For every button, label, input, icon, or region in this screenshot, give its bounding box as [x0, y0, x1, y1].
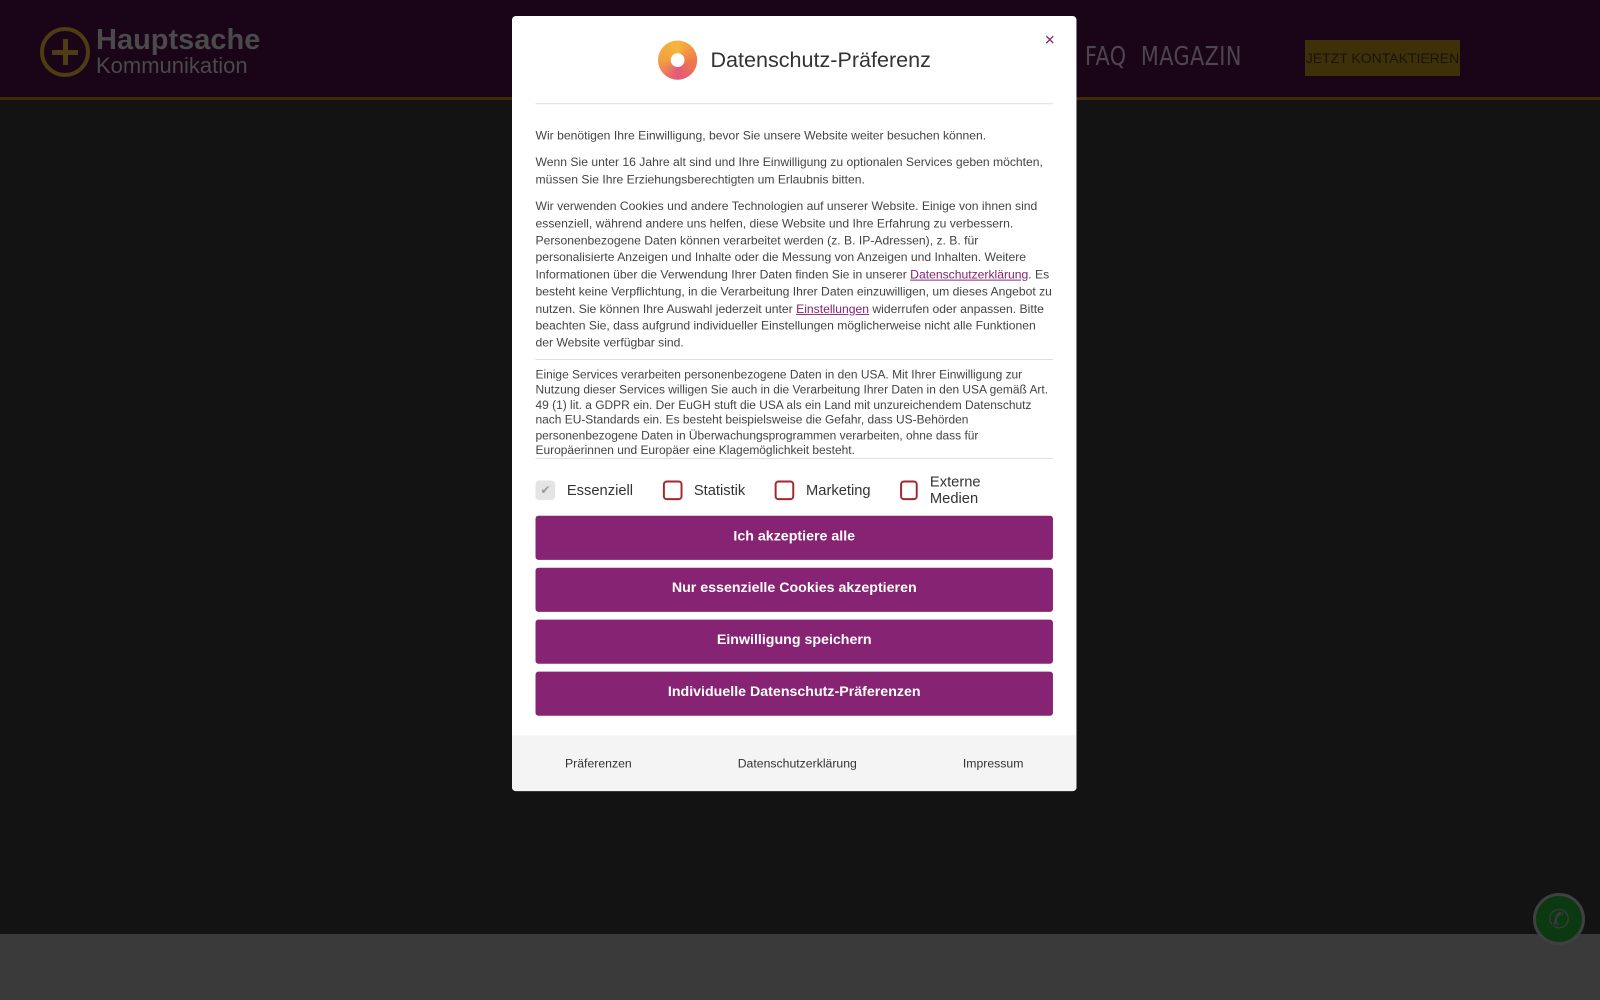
- dialog-footer: [512, 735, 1076, 791]
- cookie-text-a: Wir verwenden Cookies und andere Technologien auf unserer Website. Einige von ihnen sind essenziell, während andere uns helfen, diese Website und Ihre Erfahrung zu verbessern. Personenbezogene Daten können verarbeitet werden (z. B. IP-Adressen), z. B. für personalisierte Anzeigen und Inhalte oder die Messung von Anzeigen und Inhalten. Weitere Informationen über die Verwendung Ihrer Daten finden Sie in unserer: [535, 199, 1038, 282]
- checkbox-externe-medien[interactable]: [900, 474, 1024, 508]
- privacy-dialog: [512, 16, 1076, 791]
- usa-notice: Einige Services verarbeiten personenbezogene Daten in den USA. Mit Ihrer Einwilligung zur Nutzung dieser Services willigen Sie auch in die Verarbeitung Ihrer Daten in den USA gemäß Art. 49 (1) lit. a GDPR ein. Der EuGH stuft die USA als ein Land mit unzureichendem Datenschutz nach EU-Standards ein. Es besteht beispielsweise die Gefahr, dass US-Behörden personenbezogene Daten in Überwachungsprogrammen verarbeiten, ohne dass für Europäerinnen und Europäer eine Klagemöglichkeit besteht.: [536, 359, 1053, 459]
- nav-faq[interactable]: FAQ: [1085, 42, 1127, 72]
- privacy-link[interactable]: Datenschutzerklärung: [737, 756, 857, 771]
- checkmark-icon: ✔: [536, 481, 556, 501]
- privacy-policy-link[interactable]: Datenschutzerklärung: [910, 267, 1029, 282]
- save-consent-button[interactable]: Einwilligung speichern: [536, 619, 1053, 663]
- checkbox-label: Externe Medien: [929, 473, 981, 508]
- individual-preferences-button[interactable]: Individuelle Datenschutz-Präferenzen: [536, 671, 1053, 715]
- cookie-text-c: widerrufen oder anpassen. Bitte beachten Sie, dass aufgrund individueller Einstellungen möglicherweise nicht alle Funktionen der Website verfügbar sind.: [535, 301, 1044, 350]
- dialog-title: Datenschutz-Präferenz: [710, 46, 931, 72]
- settings-link[interactable]: Einstellungen: [796, 301, 870, 316]
- logo-line1: Hauptsache: [96, 24, 261, 56]
- main-nav: [1085, 42, 1242, 72]
- age-text: Wenn Sie unter 16 Jahre alt sind und Ihre Einwilligung zu optionalen Services geben möchten, müssen Sie Ihre Erziehungsberechtigten um Erlaubnis bitten.: [535, 155, 1043, 187]
- accept-all-button[interactable]: Ich akzeptiere alle: [536, 515, 1053, 559]
- accept-essential-button[interactable]: Nur essenzielle Cookies akzeptieren: [536, 567, 1053, 611]
- nav-magazin[interactable]: MAGAZIN: [1140, 42, 1242, 72]
- preferences-link[interactable]: Präferenzen: [564, 756, 632, 771]
- checkbox-statistik[interactable]: [662, 481, 745, 501]
- logo-line2: Kommunikation: [96, 53, 248, 78]
- page-footer: [0, 934, 1600, 1000]
- checkbox-label: Statistik: [693, 482, 746, 499]
- intro-text: Wir benötigen Ihre Einwilligung, bevor Sie unsere Website weiter besuchen können.: [535, 128, 987, 143]
- cookie-text: [536, 198, 1053, 352]
- checkbox-box[interactable]: [775, 481, 795, 501]
- site-logo[interactable]: [40, 26, 260, 77]
- close-icon[interactable]: ×: [1044, 29, 1055, 50]
- checkbox-essenziell[interactable]: [536, 481, 634, 501]
- checkbox-box[interactable]: [900, 481, 918, 501]
- checkbox-marketing[interactable]: [775, 481, 871, 501]
- consent-checkboxes: [536, 474, 1053, 508]
- contact-button[interactable]: JETZT KONTAKTIEREN: [1305, 40, 1460, 76]
- imprint-link[interactable]: Impressum: [962, 756, 1024, 771]
- flower-logo-icon: [658, 40, 697, 79]
- whatsapp-icon[interactable]: ✆: [1533, 893, 1585, 945]
- checkbox-box[interactable]: [662, 481, 682, 501]
- cookie-text-b: . Es besteht keine Verpflichtung, in die Verarbeitung Ihrer Daten einzuwilligen, um dieses Angebot zu nutzen. Sie können Ihre Auswahl jederzeit unter: [535, 267, 1052, 316]
- checkbox-label: Essenziell: [566, 482, 634, 499]
- plus-circle-icon: [40, 27, 90, 77]
- checkbox-label: Marketing: [806, 482, 871, 499]
